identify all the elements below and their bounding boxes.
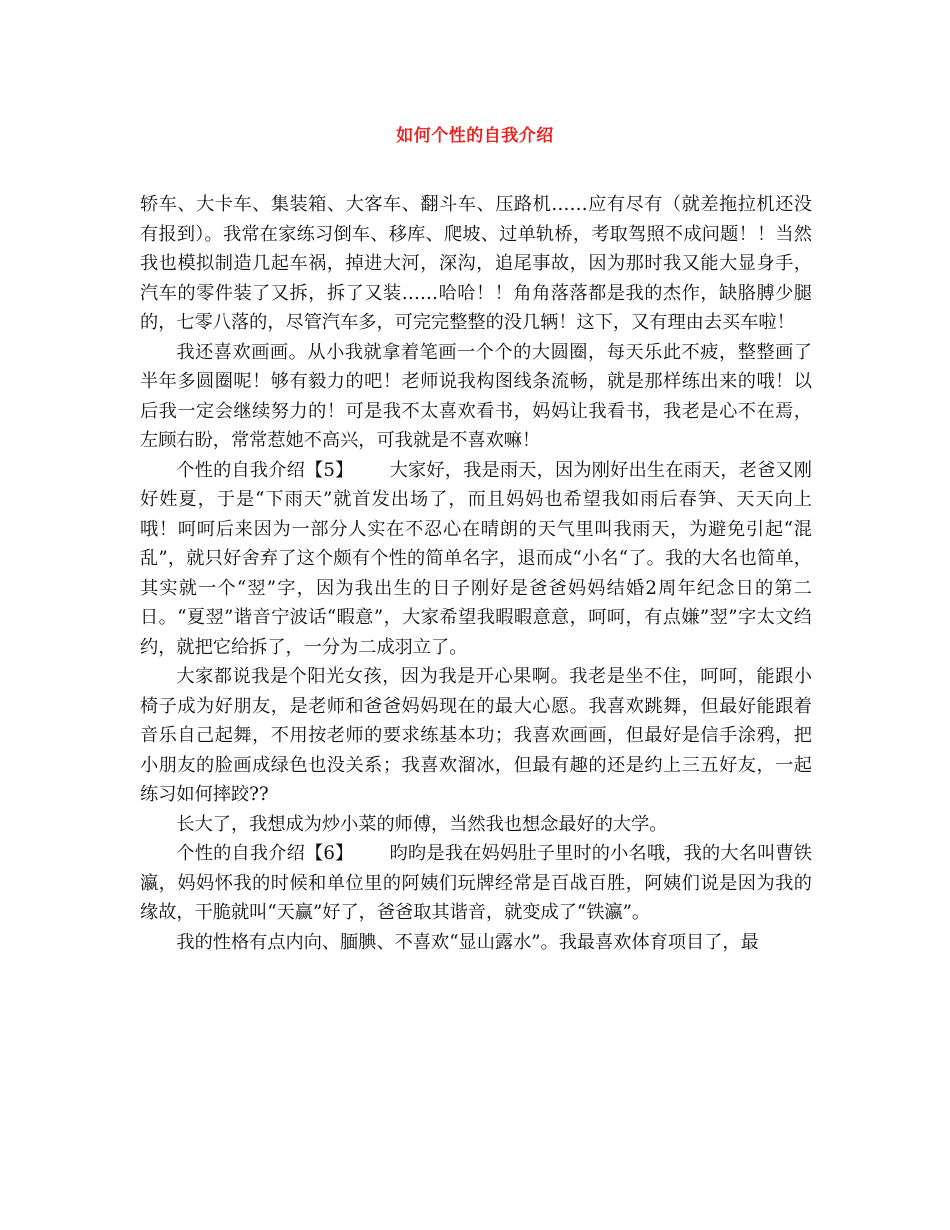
section-6-heading: 个性的自我介绍【6】 xyxy=(176,843,354,864)
section-6-text: 昀昀是我在妈妈肚子里时的小名哦，我的大名叫曹铁瀛，妈妈怀我的时候和单位里的阿姨们玩牌经常是百战百胜，阿姨们说是因为我的缘故，干脆就叫“天赢”好了，爸爸取其谐音，就变成了“铁瀛”。 xyxy=(140,843,812,923)
paragraph-drawing: 我还喜欢画画。从小我就拿着笔画一个个的大圆圈，每天乐此不疲，整整画了半年多圆圈呢！够有毅力的吧！老师说我构图线条流畅，就是那样练出来的哦！以后我一定会继续努力的！可是我不太喜欢看书，妈妈让我看书，我老是心不在焉，左顾右盼，常常惹她不高兴，可我就是不喜欢嘛！ xyxy=(140,341,812,451)
section-5-text: 大家好，我是雨天，因为刚好出生在雨天，老爸又刚好姓夏，于是“下雨天”就首发出场了，而且妈妈也希望我如雨后春笋、天天向上哦！呵呵后来因为一部分人实在不忍心在晴朗的天气里叫我雨天，为避免引起“混乱”，就只好舍弃了这个颇有个性的简单名字，退而成“小名“了。我的大名也简单，其实就一个“翌”字，因为我出生的日子刚好是爸爸妈妈结婚2周年纪念日的第二日。“夏翌”谐音宁波话“暇意”，大家希望我暇暇意意，呵呵，有点嫌”翌”字太文绉约，就把它给拆了，一分为二成羽立了。 xyxy=(140,459,812,658)
document-body xyxy=(140,190,812,957)
section-5-heading: 个性的自我介绍【5】 xyxy=(176,459,354,481)
paragraph-grow-up: 长大了，我想成为炒小菜的师傅，当然我也想念最好的大学。 xyxy=(176,813,668,835)
paragraph-cars: 轿车、大卡车、集装箱、大客车、翻斗车、压路机……应有尽有（就差拖拉机还没有报到）。我常在家练习倒车、移库、爬坡、过单轨桥，考取驾照不成问题！！当然我也模拟制造几起车祸，掉进大河，深沟，追尾事故，因为那时我又能大显身手，汽车的零件装了又拆，拆了又装……哈哈！！角角落落都是我的杰作，缺胳膊少腿的，七零八落的，尽管汽车多，可完完整整的没几辆！这下，又有理由去买车啦！ xyxy=(140,194,812,333)
paragraph-section-5 xyxy=(140,456,812,663)
paragraph-sunshine-girl: 大家都说我是个阳光女孩，因为我是开心果啊。我老是坐不住，呵呵，能跟小椅子成为好朋友，是老师和爸爸妈妈现在的最大心愿。我喜欢跳舞，但最好能跟着音乐自己起舞，不用按老师的要求练基本功；我喜欢画画，但最好是信手涂鸦，把小朋友的脸画成绿色也没关系；我喜欢溜冰，但最有趣的还是约上三五好友，一起练习如何摔跤?? xyxy=(140,666,812,805)
paragraph-section-6 xyxy=(140,839,812,928)
page-title: 如何个性的自我介绍 xyxy=(396,126,554,146)
paragraph-personality: 我的性格有点内向、腼腆、不喜欢“显山露水”。我最喜欢体育项目了，最 xyxy=(176,931,759,953)
